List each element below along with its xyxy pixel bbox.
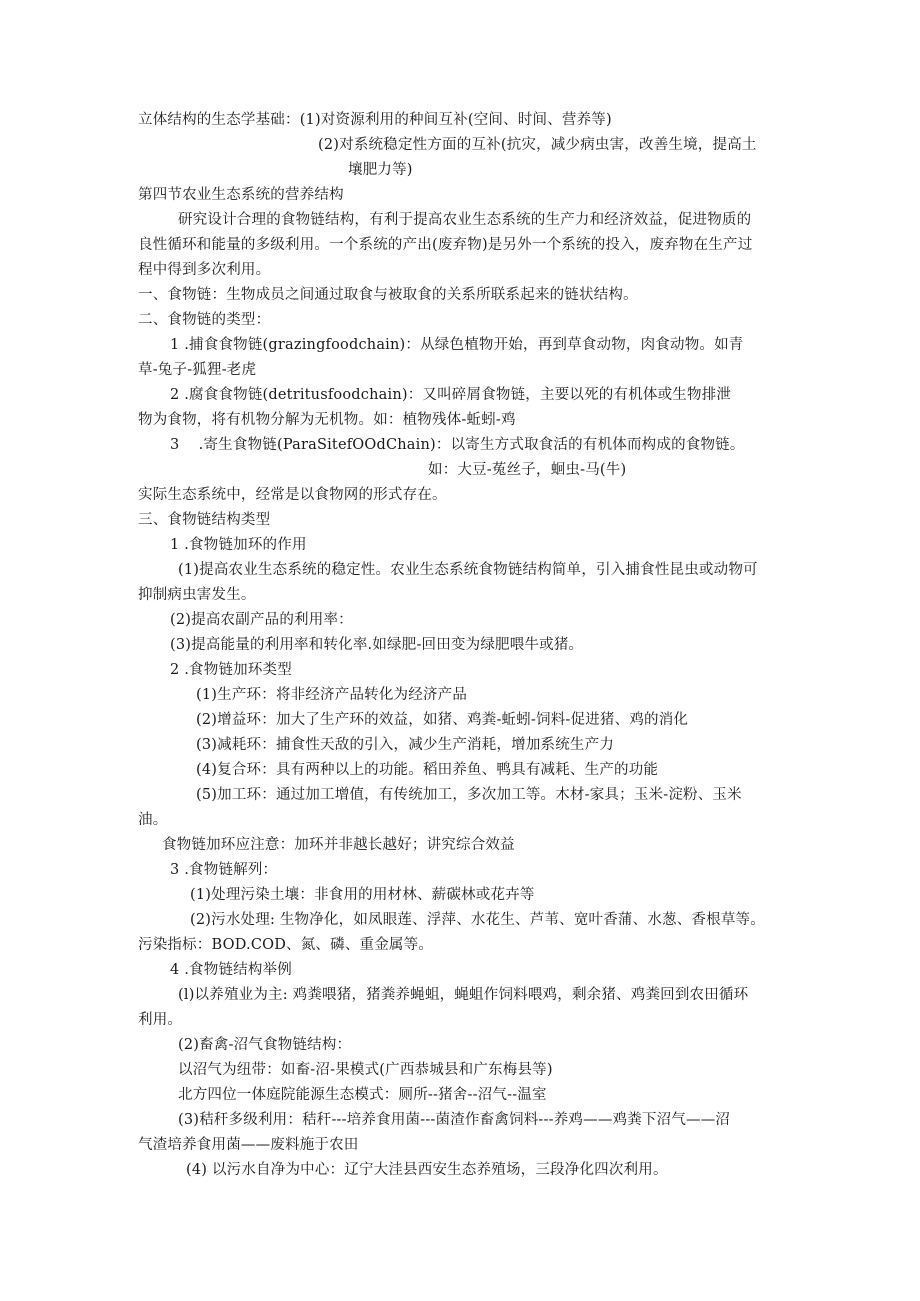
list-item-line: (1)处理污染土壤：非食用的用材林、薪碳林或花卉等	[190, 887, 535, 903]
list-item-line: (1)提高农业生态系统的稳定性。农业生态系统食物链结构简单，引入捕食性昆虫或动物可	[178, 562, 758, 578]
section-heading: 第四节农业生态系统的营养结构	[138, 187, 344, 203]
list-item-line: 以沼气为纽带：如畜-沼-果模式(广西恭城县和广东梅县等)	[178, 1062, 553, 1078]
list-item-line: (4) 以污水自净为中心：辽宁大洼县西安生态养殖场，三段净化四次利用。	[186, 1162, 668, 1178]
list-item-line: 如：大豆-菟丝子，蛔虫-马(牛)	[428, 462, 627, 478]
list-item-line: 抑制病虫害发生。	[138, 587, 256, 603]
list-item-line: (3)减耗环：捕食性天敌的引入，减少生产消耗，增加系统生产力	[196, 737, 615, 753]
heading-line: 二、食物链的类型：	[138, 312, 271, 328]
list-item-line: (5)加工环：通过加工增值，有传统加工，多次加工等。木材-家具；玉米-淀粉、玉米	[196, 787, 742, 803]
paragraph-line: 程中得到多次利用。	[138, 262, 271, 278]
list-item-line: 利用。	[138, 1012, 183, 1028]
paragraph-line: 实际生态系统中，经常是以食物网的形式存在。	[138, 487, 447, 503]
heading-line: 一、食物链：生物成员之间通过取食与被取食的关系所联系起来的链状结构。	[138, 287, 638, 303]
text-line: 壤肥力等)	[348, 162, 413, 178]
list-item-line: 1 .捕食食物链(grazingfoodchain)：从绿色植物开始，再到草食动物，肉食动物。如青	[170, 337, 744, 353]
subheading-line: 2 .食物链加环类型	[170, 662, 292, 678]
list-item-line: (3)秸秆多级利用：秸秆---培养食用菌---菌渣作畜禽饲料---养鸡——鸡粪下沼气——沼	[178, 1112, 731, 1128]
list-item-line: 2 .腐食食物链(detritusfoodchain)：又叫碎屑食物链，主要以死的有机体或生物排泄	[170, 387, 732, 403]
list-item-line: 草-兔子-狐狸-老虎	[138, 362, 257, 378]
section-intro-line: 立体结构的生态学基础：(1)对资源利用的种间互补(空间、时间、营养等)	[138, 112, 612, 128]
list-item-line: 污染指标：BOD.COD、氮、磷、重金属等。	[138, 937, 434, 953]
list-item-line: 油。	[138, 812, 168, 828]
list-item-line: (2)污水处理: 生物净化，如凤眼莲、浮萍、水花生、芦苇、宽叶香蒲、水葱、香根草等。	[190, 912, 765, 928]
list-item-line: (4)复合环：具有两种以上的功能。稻田养鱼、鸭具有减耗、生产的功能	[196, 762, 659, 778]
paragraph-line: 良性循环和能量的多级利用。一个系统的产出(废弃物)是另外一个系统的投入，废弃物在生产过	[138, 237, 753, 253]
paragraph-line: 研究设计合理的食物链结构，有利于提高农业生态系统的生产力和经济效益，促进物质的	[178, 212, 752, 228]
note-line: 食物链加环应注意：加环并非越长越好；讲究综合效益	[162, 837, 515, 853]
list-item-line: 物为食物，将有机物分解为无机物。如：植物残体-蚯蚓-鸡	[138, 412, 516, 428]
list-item-line: 气渣培养食用菌——废料施于农田	[138, 1137, 359, 1153]
list-item-line: (2)提高农副产品的利用率：	[170, 612, 353, 628]
subheading-line: 4 .食物链结构举例	[170, 962, 292, 978]
subheading-line: 3 .食物链解列：	[170, 862, 278, 878]
subheading-line: 1 .食物链加环的作用	[170, 537, 307, 553]
text-line: (2)对系统稳定性方面的互补(抗灾，减少病虫害，改善生境，提高土	[318, 137, 757, 153]
list-item-line: 3 .寄生食物链(ParaSitefOOdChain)：以寄生方式取食活的有机体而构成的食物链。	[170, 437, 745, 453]
list-item-line: (3)提高能量的利用率和转化率.如绿肥-回田变为绿肥喂牛或猪。	[170, 637, 584, 653]
list-item-line: (l)以养殖业为主: 鸡粪喂猪，猪粪养蝇蛆，蝇蛆作饲料喂鸡，剩余猪、鸡粪回到农田循环	[178, 987, 749, 1003]
list-item-line: (2)畜禽-沼气食物链结构：	[178, 1037, 352, 1053]
list-item-line: (1)生产环：将非经济产品转化为经济产品	[196, 687, 468, 703]
heading-line: 三、食物链结构类型	[138, 512, 271, 528]
list-item-line: (2)增益环：加大了生产环的效益，如猪、鸡粪-蚯蚓-饲料-促进猪、鸡的消化	[196, 712, 689, 728]
list-item-line: 北方四位一体庭院能源生态模式：厕所--猪舍--沼气--温室	[178, 1087, 547, 1103]
